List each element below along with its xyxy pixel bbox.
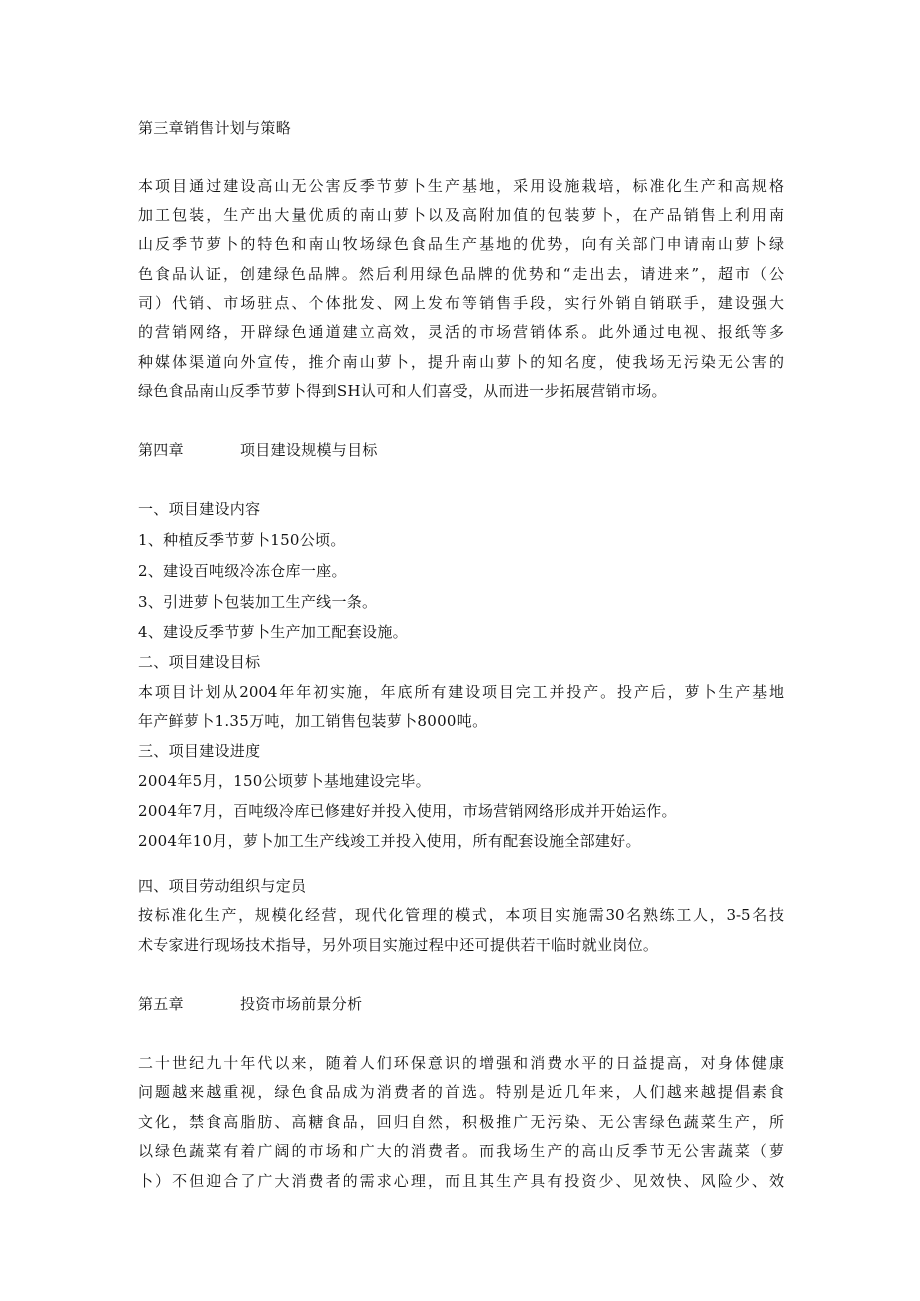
schedule-item: 2004年5月，150公顷萝卜基地建设完毕。 <box>138 772 431 790</box>
schedule-item: 2004年10月，萝卜加工生产线竣工并投入使用，所有配套设施全部建好。 <box>138 832 641 850</box>
chapter-3-title: 第三章销售计划与策略 <box>138 119 292 137</box>
chapter-4-label: 第四章 <box>138 441 184 459</box>
chapter-3-paragraph-line: 加工包装，生产出大量优质的南山萝卜以及高附加值的包装萝卜，在产品销售上利用南 <box>138 206 784 224</box>
schedule-item: 2004年7月，百吨级冷库已修建好并投入使用，市场营销网络形成并开始运作。 <box>138 802 677 820</box>
list-item: 3、引进萝卜包装加工生产线一条。 <box>138 593 378 611</box>
list-item: 2、建设百吨级冷冻仓库一座。 <box>138 562 347 580</box>
section-4-heading: 四、项目劳动组织与定员 <box>138 877 307 895</box>
chapter-4-heading <box>138 440 378 460</box>
chapter-5-label: 第五章 <box>138 995 184 1013</box>
chapter-5-paragraph-line: 二十世纪九十年代以来，随着人们环保意识的增强和消费水平的日益提高，对身体健康 <box>138 1054 784 1072</box>
chapter-4-title: 项目建设规模与目标 <box>240 441 378 459</box>
chapter-3-paragraph-line: 本项目通过建设高山无公害反季节萝卜生产基地，采用设施栽培，标准化生产和高规格 <box>138 177 784 195</box>
section-1-heading: 一、项目建设内容 <box>138 500 261 518</box>
chapter-5-title: 投资市场前景分析 <box>240 995 363 1013</box>
section-2-line: 本项目计划从2004年年初实施，年底所有建设项目完工并投产。投产后，萝卜生产基地 <box>138 683 784 701</box>
chapter-3-paragraph-line: 的营销网络，开辟绿色通道建立高效，灵活的市场营销体系。此外通过电视、报纸等多 <box>138 323 784 341</box>
chapter-3-paragraph-line: 司）代销、市场驻点、个体批发、网上发布等销售手段，实行外销自销联手，建设强大 <box>138 294 784 312</box>
chapter-5-paragraph-line: 卜）不但迎合了广大消费者的需求心理，而且其生产具有投资少、见效快、风险少、效 <box>138 1172 784 1190</box>
chapter-5-paragraph-line: 文化，禁食高脂肪、高糖食品，回归自然，积极推广无污染、无公害绿色蔬菜生产，所 <box>138 1113 784 1131</box>
chapter-5-heading <box>138 994 362 1014</box>
chapter-3-paragraph-line: 种媒体渠道向外宣传，推介南山萝卜，提升南山萝卜的知名度，使我场无污染无公害的 <box>138 353 784 371</box>
chapter-3-paragraph-line: 绿色食品南山反季节萝卜得到SH认可和人们喜受，从而进一步拓展营销市场。 <box>138 382 667 400</box>
list-item: 1、种植反季节萝卜150公顷。 <box>138 531 346 549</box>
section-4-line: 按标准化生产，规模化经营，现代化管理的模式，本项目实施需30名熟练工人，3-5名技 <box>138 906 784 924</box>
section-2-heading: 二、项目建设目标 <box>138 653 261 671</box>
chapter-3-paragraph-line: 山反季节萝卜的特色和南山牧场绿色食品生产基地的优势，向有关部门申请南山萝卜绿 <box>138 235 784 253</box>
section-2-line: 年产鲜萝卜1.35万吨，加工销售包装萝卜8000吨。 <box>138 712 488 730</box>
chapter-5-paragraph-line: 以绿色蔬菜有着广阔的市场和广大的消费者。而我场生产的高山反季节无公害蔬菜（萝 <box>138 1142 784 1160</box>
section-3-heading: 三、项目建设进度 <box>138 742 261 760</box>
chapter-5-paragraph-line: 问题越来越重视，绿色食品成为消费者的首选。特别是近几年来，人们越来越提倡素食 <box>138 1083 784 1101</box>
section-4-line: 术专家进行现场技术指导，另外项目实施过程中还可提供若干临时就业岗位。 <box>138 936 659 954</box>
list-item: 4、建设反季节萝卜生产加工配套设施。 <box>138 623 408 641</box>
chapter-3-paragraph-line: 色食品认证，创建绿色品牌。然后利用绿色品牌的优势和“走出去，请进来”，超市（公 <box>138 265 784 283</box>
